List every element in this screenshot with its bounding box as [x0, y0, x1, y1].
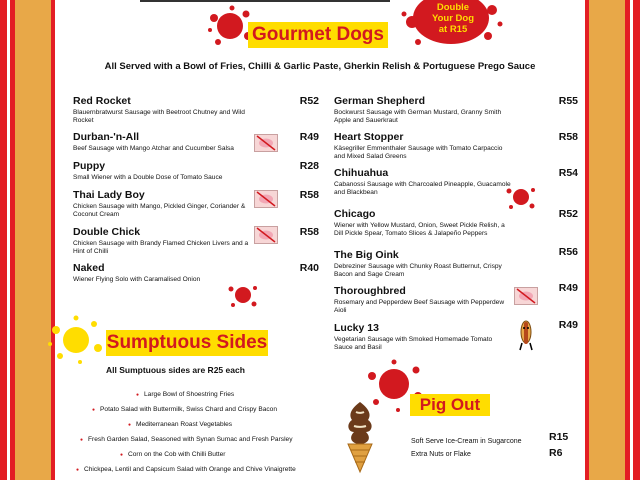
menu-item-price: R49	[558, 282, 578, 294]
paint-splat-icon	[226, 280, 260, 310]
menu-item-desc: Small Wiener with a Double Dose of Tomato Sauce	[73, 174, 223, 181]
border-stripe	[15, 0, 51, 480]
border-stripe	[589, 0, 625, 480]
menu-item-name: Durban-'n-All	[73, 131, 140, 143]
list-item: ● Large Bowl of Shoestring Fries	[144, 391, 234, 398]
menu-item-name: Thai Lady Boy	[73, 189, 145, 201]
no-pork-icon	[514, 287, 538, 305]
no-pork-icon	[254, 190, 278, 208]
menu-item-name: Double Chick	[73, 226, 141, 238]
sides-price-note: All Sumptuous sides are R25 each	[106, 365, 245, 375]
list-item: ● Potato Salad with Buttermilk, Swiss Chard and Crispy Bacon	[100, 406, 277, 413]
ice-cream-icon	[342, 400, 378, 474]
menu-item-name: Thoroughbred	[334, 285, 406, 297]
menu-item-name: Chihuahua	[334, 167, 389, 179]
top-rule	[140, 0, 390, 2]
menu-item	[73, 262, 319, 284]
menu-item-desc: Cabanossi Sausage with Charcoaled Pineapple, Guacamole and Blackbean	[334, 181, 511, 196]
menu-item-price: R6	[549, 447, 563, 459]
double-dog-badge	[420, 0, 486, 46]
menu-item-price: R15	[549, 431, 569, 443]
menu-item-price: R52	[558, 208, 578, 220]
menu-item-price: R58	[299, 189, 319, 201]
border-stripe	[0, 0, 7, 480]
menu-item-desc: Beef Sausage with Mango Atchar and Cucumber Salsa	[73, 145, 234, 152]
menu-item-price: R52	[299, 95, 319, 107]
menu-item-price: R58	[299, 226, 319, 238]
menu-item	[334, 246, 578, 279]
menu-item-desc: Bockwurst Sausage with German Mustard, Granny Smith Apple and Sauerkraut	[334, 109, 502, 124]
border-stripe	[633, 0, 640, 480]
menu-item-desc: Chicken Sausage with Brandy Flamed Chicken Livers and a Hint of Chilli	[73, 240, 249, 255]
menu-item-desc: Wiener Flying Solo with Caramalised Onion	[73, 276, 201, 283]
hotdog-mascot-icon	[516, 318, 536, 352]
gourmet-subtitle: All Served with a Bowl of Fries, Chilli & Garlic Paste, Gherkin Relish & Portuguese Prego Sauce	[104, 61, 536, 72]
no-pork-icon	[254, 134, 278, 152]
menu-item-desc: Wiener with Yellow Mustard, Onion, Sweet Pickle Relish, a Dill Pickle Spear, Tomato Slices & Jalapeño Peppers	[334, 222, 505, 237]
menu-item-name: German Shepherd	[334, 95, 426, 107]
menu-item-name: Lucky 13	[334, 322, 379, 334]
menu-item-name: Red Rocket	[73, 95, 131, 107]
gourmet-dogs-title: Gourmet Dogs	[248, 22, 388, 48]
menu-item-price: R40	[299, 262, 319, 274]
menu-item	[334, 167, 578, 197]
menu-item-desc: Blauernbratwurst Sausage with Beetroot Chutney and Wild Rocket	[73, 109, 245, 124]
menu-item-desc: Vegetarian Sausage with Smoked Homemade Tomato Sauce and Basil	[334, 336, 493, 351]
menu-item-price: R49	[299, 131, 319, 143]
menu-item-price: R49	[558, 319, 578, 331]
menu-item	[334, 319, 578, 352]
menu-item-price: R55	[558, 95, 578, 107]
menu-item-name: Extra Nuts or Flake	[411, 451, 471, 458]
menu-item-price: R54	[558, 167, 578, 179]
paint-splat-icon	[504, 182, 538, 212]
menu-item-name: The Big Oink	[334, 249, 399, 261]
menu-item-desc: Debreziner Sausage with Chunky Roast Butternut, Crispy Bacon and Sage Cream	[334, 263, 502, 278]
sun-splat-icon	[46, 312, 106, 368]
list-item: ● Fresh Garden Salad, Seasoned with Synan Sumac and Fresh Parsley	[88, 436, 293, 443]
menu-item-name: Chicago	[334, 208, 376, 220]
menu-item-price: R56	[558, 246, 578, 258]
menu-item-price: R58	[558, 131, 578, 143]
menu-item-price: R28	[299, 160, 319, 172]
menu-item	[334, 95, 578, 125]
badge-line: Double	[436, 2, 470, 13]
menu-item	[73, 160, 319, 182]
list-item: ● Corn on the Cob with Chilli Butter	[128, 451, 226, 458]
menu-item	[334, 282, 578, 315]
list-item: ● Chickpea, Lentil and Capsicum Salad with Orange and Chive Vinaigrette	[84, 466, 296, 473]
pig-out-title: Pig Out	[410, 394, 490, 416]
menu-item-desc: Käsegriller Emmenthaler Sausage with Tomato Carpaccio and Mixed Salad Greens	[334, 145, 503, 160]
menu-item-desc: Chicken Sausage with Mango, Pickled Ginger, Coriander & Coconut Cream	[73, 203, 246, 218]
badge-line: at R15	[438, 24, 468, 35]
no-pork-icon	[254, 226, 278, 244]
menu-item	[334, 208, 578, 238]
menu-item-name: Soft Serve Ice-Cream in Sugarcone	[411, 438, 522, 445]
menu-item-desc: Rosemary and Pepperdew Beef Sausage with Pepperdew Aioli	[334, 299, 505, 314]
menu-item	[73, 95, 319, 125]
sumptuous-sides-title: Sumptuous Sides	[106, 330, 268, 356]
menu-item	[334, 131, 578, 161]
menu-item-name: Naked	[73, 262, 105, 274]
badge-line: Your Dog	[431, 13, 475, 24]
menu-item-name: Heart Stopper	[334, 131, 404, 143]
list-item: ● Mediterranean Roast Vegetables	[136, 421, 232, 428]
menu-item-name: Puppy	[73, 160, 106, 172]
